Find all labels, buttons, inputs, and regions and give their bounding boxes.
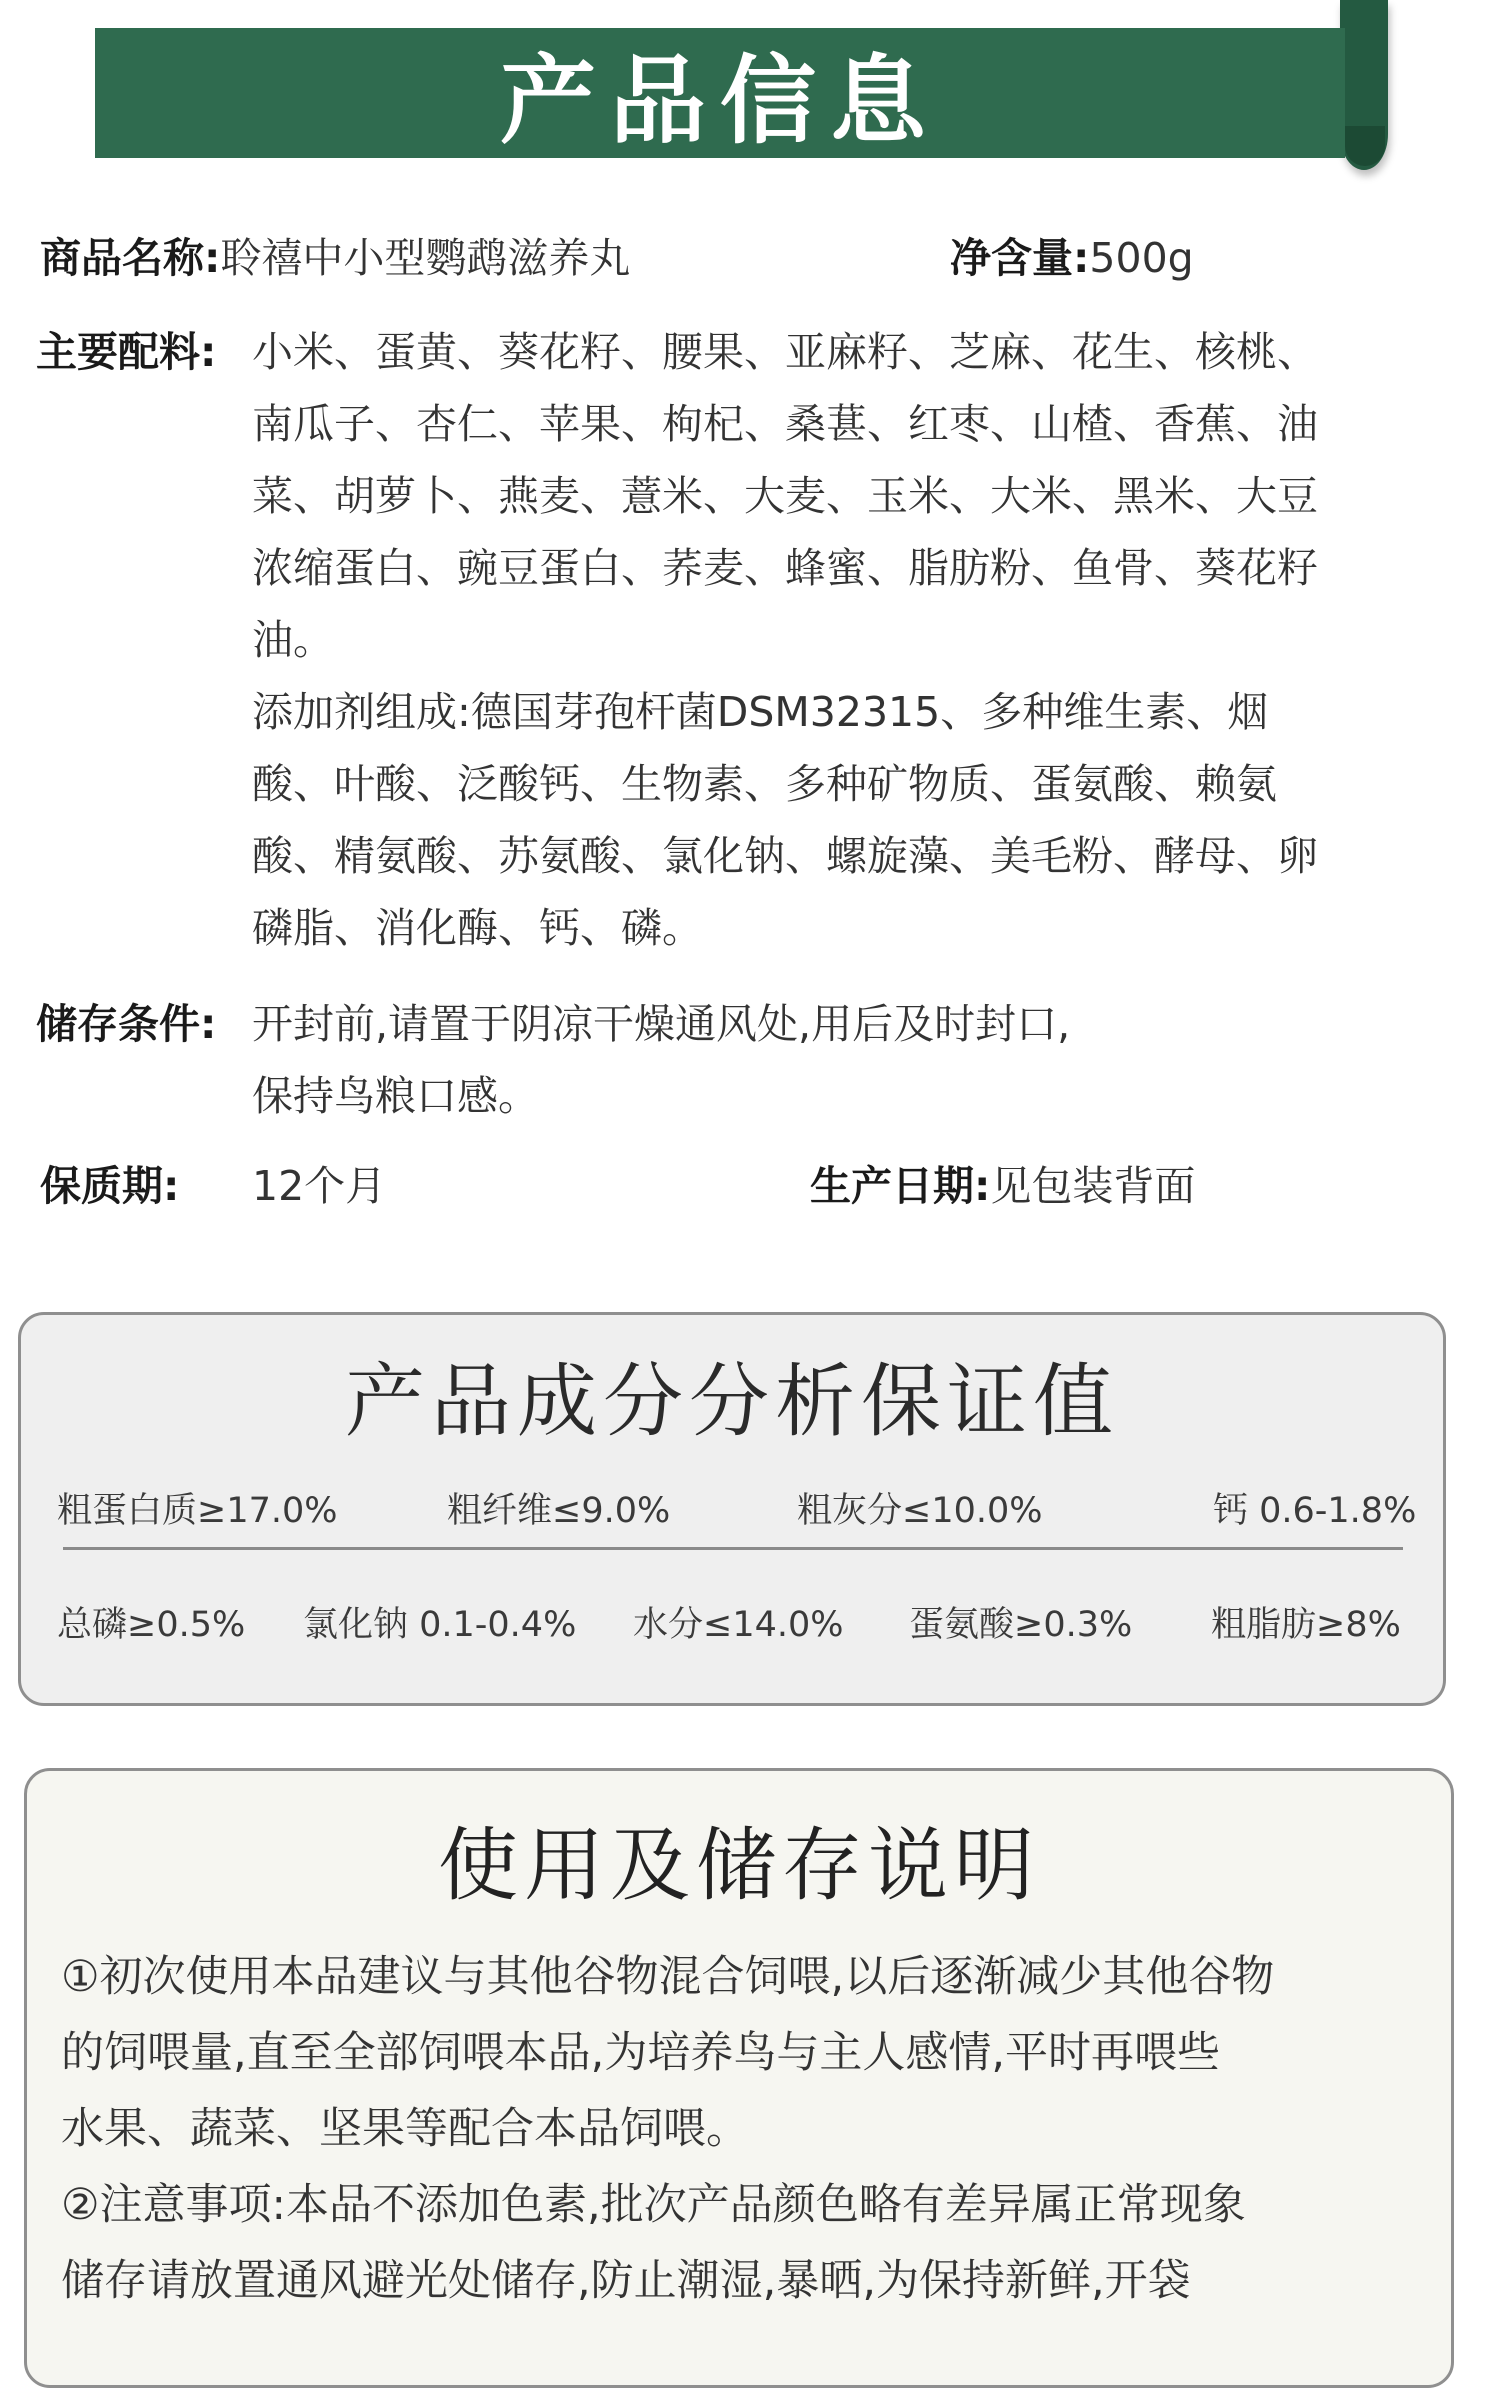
ingredients-line: 浓缩蛋白、豌豆蛋白、荞麦、蜂蜜、脂肪粉、鱼骨、葵花籽 <box>252 544 1318 592</box>
ingredients-line: 油。 <box>252 616 334 664</box>
analysis-item: 粗纤维≤9.0% <box>447 1491 671 1531</box>
analysis-item: 氯化钠 0.1-0.4% <box>303 1605 577 1645</box>
analysis-item: 蛋氨酸≥0.3% <box>909 1605 1133 1645</box>
analysis-item: 粗蛋白质≥17.0% <box>57 1491 338 1531</box>
guaranteed-analysis-box <box>18 1312 1446 1706</box>
header-banner <box>95 28 1395 158</box>
storage-line: 保持鸟粮口感。 <box>252 1072 539 1120</box>
usage-line: ②注意事项:本品不添加色素,批次产品颜色略有差异属正常现象 <box>61 2180 1246 2230</box>
ingredients-label: 主要配料: <box>36 328 217 376</box>
usage-line: 水果、蔬菜、坚果等配合本品饲喂。 <box>61 2104 749 2154</box>
ingredients-text <box>252 316 1412 964</box>
production-date-row <box>810 1150 1195 1222</box>
analysis-divider <box>63 1547 1403 1550</box>
shelf-life-value-row <box>252 1150 386 1222</box>
production-date-value: 见包装背面 <box>990 1162 1196 1210</box>
production-date-label: 生产日期: <box>810 1162 991 1210</box>
net-weight-value: 500g <box>1089 234 1194 282</box>
analysis-title: 产品成分分析保证值 <box>345 1355 1119 1448</box>
additives-line: 酸、叶酸、泛酸钙、生物素、多种矿物质、蛋氨酸、赖氨 <box>252 760 1277 808</box>
shelf-life-value: 12个月 <box>252 1162 387 1210</box>
additives-line: 磷脂、消化酶、钙、磷。 <box>252 904 703 952</box>
net-weight-label: 净含量: <box>950 234 1090 282</box>
analysis-item: 总磷≥0.5% <box>57 1605 246 1645</box>
usage-line: ①初次使用本品建议与其他谷物混合饲喂,以后逐渐减少其他谷物 <box>61 1952 1275 2002</box>
additives-line: 酸、精氨酸、苏氨酸、氯化钠、螺旋藻、美毛粉、酵母、卵 <box>252 832 1318 880</box>
storage-label: 储存条件: <box>36 1000 217 1048</box>
product-name-value: 聆禧中小型鹦鹉滋养丸 <box>220 234 631 282</box>
analysis-item: 水分≤14.0% <box>633 1605 844 1645</box>
banner-ribbon-fold-shadow <box>1345 126 1385 166</box>
additives-line: 添加剂组成:德国芽孢杆菌DSM32315、多种维生素、烟 <box>252 688 1269 736</box>
net-weight-row <box>950 222 1194 294</box>
usage-text <box>61 1939 1441 2319</box>
usage-line: 的饲喂量,直至全部饲喂本品,为培养鸟与主人感情,平时再喂些 <box>61 2028 1221 2078</box>
page-title: 产品信息 <box>500 44 940 157</box>
usage-title: 使用及储存说明 <box>438 1819 1040 1912</box>
storage-label-row <box>36 988 216 1060</box>
analysis-item: 钙 0.6-1.8% <box>1213 1491 1417 1531</box>
shelf-life-label-row <box>40 1150 179 1222</box>
shelf-life-label: 保质期: <box>40 1162 180 1210</box>
usage-storage-box <box>24 1768 1454 2388</box>
product-name-row <box>40 222 630 294</box>
ingredients-label-row <box>36 316 216 388</box>
usage-line: 储存请放置通风避光处储存,防止潮湿,暴晒,为保持新鲜,开袋 <box>61 2256 1191 2306</box>
storage-text <box>252 988 1412 1132</box>
analysis-item: 粗脂肪≥8% <box>1211 1605 1401 1645</box>
product-name-label: 商品名称: <box>40 234 221 282</box>
ingredients-line: 小米、蛋黄、葵花籽、腰果、亚麻籽、芝麻、花生、核桃、 <box>252 328 1318 376</box>
storage-line: 开封前,请置于阴凉干燥通风处,用后及时封口, <box>252 1000 1071 1048</box>
analysis-item: 粗灰分≤10.0% <box>797 1491 1043 1531</box>
ingredients-line: 菜、胡萝卜、燕麦、薏米、大麦、玉米、大米、黑米、大豆 <box>252 472 1318 520</box>
ingredients-line: 南瓜子、杏仁、苹果、枸杞、桑葚、红枣、山楂、香蕉、油 <box>252 400 1318 448</box>
